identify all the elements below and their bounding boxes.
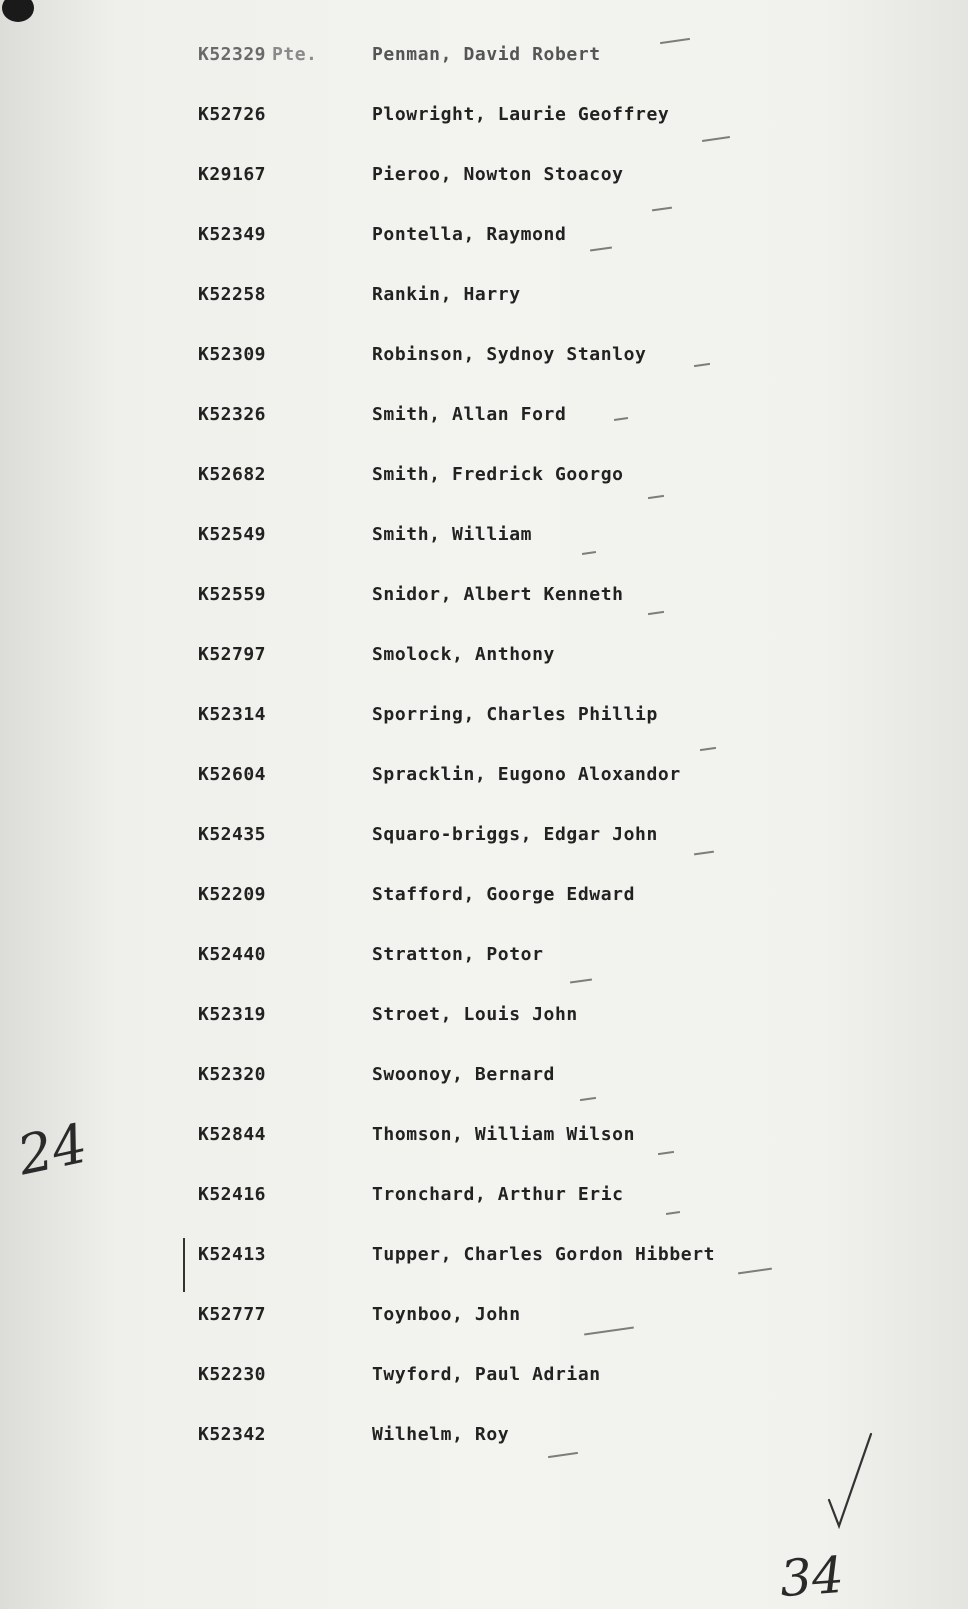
person-name: Swoonoy, Bernard bbox=[372, 1064, 555, 1085]
list-item bbox=[0, 764, 968, 794]
person-name: Stratton, Potor bbox=[372, 944, 544, 965]
service-number: K52309 bbox=[198, 344, 267, 365]
service-number: K52329 Pte. bbox=[198, 44, 318, 65]
person-name: Smith, Allan Ford bbox=[372, 404, 567, 425]
tick-mark bbox=[700, 747, 716, 751]
list-item bbox=[0, 284, 968, 314]
checkmark-icon bbox=[825, 1430, 875, 1530]
service-number: K52209 bbox=[198, 884, 267, 905]
list-item bbox=[0, 824, 968, 854]
list-item bbox=[0, 164, 968, 194]
list-item bbox=[0, 44, 968, 74]
list-item bbox=[0, 1064, 968, 1094]
person-name: Spracklin, Eugono Aloxandor bbox=[372, 764, 681, 785]
person-name: Smith, William bbox=[372, 524, 533, 545]
service-number: K29167 bbox=[198, 164, 267, 185]
list-item bbox=[0, 1124, 968, 1154]
tick-mark bbox=[652, 207, 672, 212]
service-number: K52230 bbox=[198, 1364, 267, 1385]
service-number: K52258 bbox=[198, 284, 267, 305]
list-item bbox=[0, 464, 968, 494]
tick-mark bbox=[580, 1097, 596, 1101]
person-name: Tupper, Charles Gordon Hibbert bbox=[372, 1244, 716, 1265]
list-item bbox=[0, 104, 968, 134]
list-item bbox=[0, 1364, 968, 1394]
tick-mark bbox=[666, 1211, 680, 1215]
list-item bbox=[0, 224, 968, 254]
service-number: K52349 bbox=[198, 224, 267, 245]
person-name: Tronchard, Arthur Eric bbox=[372, 1184, 624, 1205]
person-name: Wilhelm, Roy bbox=[372, 1424, 510, 1445]
list-item bbox=[0, 704, 968, 734]
person-name: Stafford, Goorge Edward bbox=[372, 884, 636, 905]
service-number: K52726 bbox=[198, 104, 267, 125]
service-number: K52326 bbox=[198, 404, 267, 425]
person-name: Snidor, Albert Kenneth bbox=[372, 584, 624, 605]
tick-mark bbox=[648, 495, 664, 499]
service-number: K52549 bbox=[198, 524, 267, 545]
person-name: Squaro-briggs, Edgar John bbox=[372, 824, 658, 845]
service-number: K52797 bbox=[198, 644, 267, 665]
service-number: K52844 bbox=[198, 1124, 267, 1145]
list-item bbox=[0, 1244, 968, 1274]
person-name: Penman, David Robert bbox=[372, 44, 601, 65]
list-item bbox=[0, 524, 968, 554]
person-name: Pieroo, Nowton Stoacoy bbox=[372, 164, 624, 185]
margin-bar bbox=[183, 1238, 185, 1292]
person-name: Smith, Fredrick Goorgo bbox=[372, 464, 624, 485]
person-name: Sporring, Charles Phillip bbox=[372, 704, 658, 725]
tick-mark bbox=[570, 978, 592, 983]
list-item bbox=[0, 1304, 968, 1334]
service-number: K52413 bbox=[198, 1244, 267, 1265]
list-item bbox=[0, 344, 968, 374]
tick-mark bbox=[702, 136, 730, 142]
service-number: K52777 bbox=[198, 1304, 267, 1325]
person-name: Rankin, Harry bbox=[372, 284, 521, 305]
service-number: K52320 bbox=[198, 1064, 267, 1085]
person-name: Robinson, Sydnoy Stanloy bbox=[372, 344, 647, 365]
list-item bbox=[0, 1004, 968, 1034]
person-name: Thomson, William Wilson bbox=[372, 1124, 636, 1145]
punch-hole bbox=[2, 0, 34, 22]
service-number: K52435 bbox=[198, 824, 267, 845]
service-number: K52440 bbox=[198, 944, 267, 965]
person-name: Twyford, Paul Adrian bbox=[372, 1364, 601, 1385]
service-number: K52319 bbox=[198, 1004, 267, 1025]
tick-mark bbox=[582, 551, 596, 555]
person-name: Plowright, Laurie Geoffrey bbox=[372, 104, 670, 125]
service-number: K52682 bbox=[198, 464, 267, 485]
list-item bbox=[0, 644, 968, 674]
list-item bbox=[0, 884, 968, 914]
list-item bbox=[0, 944, 968, 974]
service-number: K52342 bbox=[198, 1424, 267, 1445]
list-item bbox=[0, 1424, 968, 1454]
person-name: Toynboo, John bbox=[372, 1304, 521, 1325]
list-item bbox=[0, 1184, 968, 1214]
service-number: K52559 bbox=[198, 584, 267, 605]
person-name: Pontella, Raymond bbox=[372, 224, 567, 245]
service-number: K52604 bbox=[198, 764, 267, 785]
person-name: Stroet, Louis John bbox=[372, 1004, 578, 1025]
rank: Pte. bbox=[272, 44, 318, 65]
page-number: 34 bbox=[778, 1545, 846, 1609]
service-number: K52314 bbox=[198, 704, 267, 725]
list-item bbox=[0, 584, 968, 614]
handwritten-margin-note: 24 bbox=[12, 1111, 93, 1188]
person-name: Smolock, Anthony bbox=[372, 644, 555, 665]
service-number: K52416 bbox=[198, 1184, 267, 1205]
list-item bbox=[0, 404, 968, 434]
